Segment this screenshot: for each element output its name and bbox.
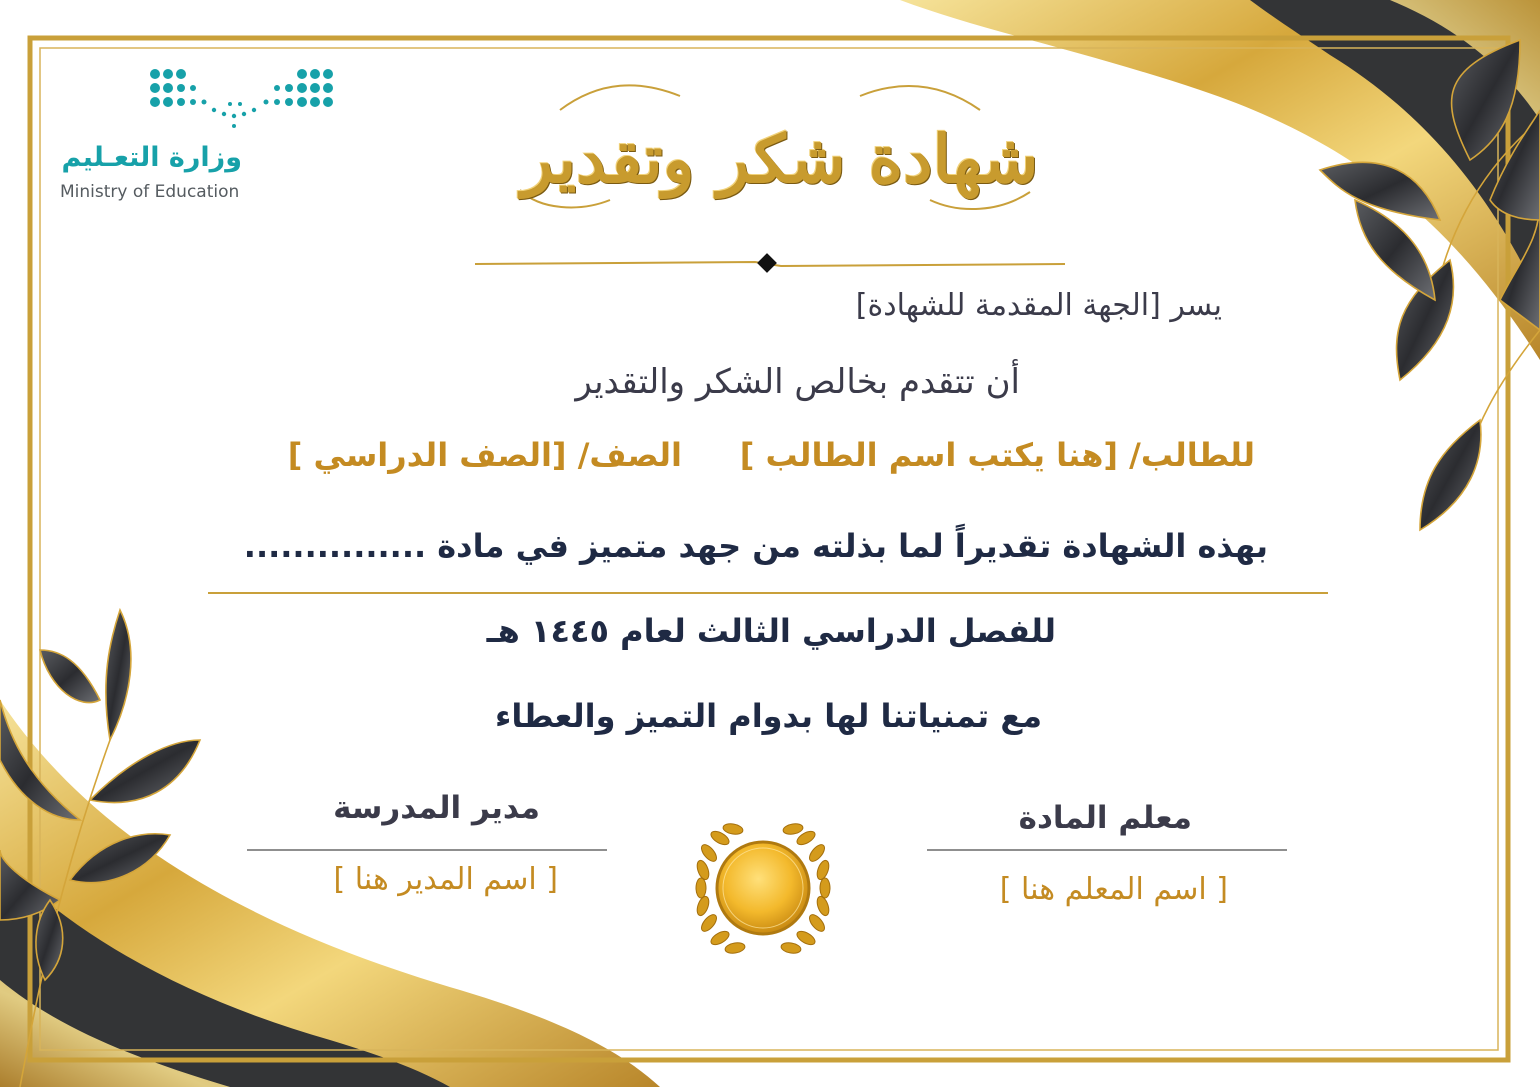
ministry-dots-icon [150,69,333,128]
diamond-icon [757,253,777,273]
certificate-title: شهادة شكر وتقدير [521,120,1039,198]
principal-title: مدير المدرسة [333,790,540,826]
ministry-logo-english: Ministry of Education [60,182,240,202]
thanks-line: أن تتقدم بخالص الشكر والتقدير [575,362,1020,402]
teacher-title: معلم المادة [1018,800,1192,836]
intro-line: يسر [الجهة المقدمة للشهادة] [855,288,1222,323]
grade-field: الصف/ [الصف الدراسي ] [287,436,682,474]
gold-laurel-seal-icon [695,822,831,954]
principal-name: [ اسم المدير هنا ] [333,862,558,897]
ministry-logo-arabic: وزارة التعـليم [61,142,242,173]
term-line: للفصل الدراسي الثالث لعام ١٤٤٥ هـ [486,612,1056,650]
teacher-name: [ اسم المعلم هنا ] [999,872,1228,907]
reason-line: بهذه الشهادة تقديراً لما بذلته من جهد متميز في مادة ............... [243,527,1268,565]
wish-line: مع تمنياتنا لها بدوام التميز والعطاء [495,697,1042,735]
student-field: للطالب/ [هنا يكتب اسم الطالب ] [739,436,1255,474]
